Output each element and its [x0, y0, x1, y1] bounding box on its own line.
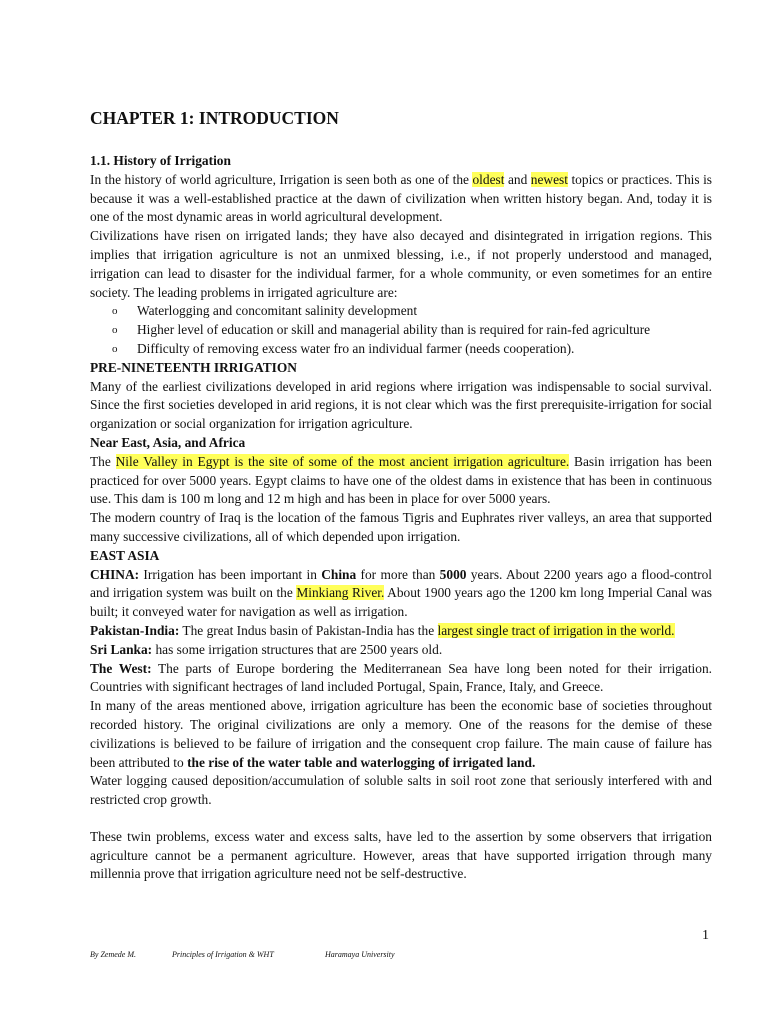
heading-east-asia: EAST ASIA	[90, 547, 160, 563]
text-run: In many of the areas mentioned above, irrigation agriculture has been the economic base of societies throughout recorded history. The original civilizations are only a memory. One of the reasons for the demise of these civilizations is believed to be failure of irrigation and the consequent crop failure. The main cause of failure has been attributed to	[90, 698, 712, 770]
bold-china: China	[321, 566, 357, 582]
list-item-text: Difficulty of removing excess water fro an individual farmer (needs cooperation).	[137, 340, 575, 356]
list-item-text: Higher level of education or skill and managerial ability than is required for rain-fed agriculture	[137, 322, 651, 338]
paragraph-iraq: The modern country of Iraq is the location of the famous Tigris and Euphrates river valleys, an area that supported many successive civilizations, all of which depended upon irrigation.	[90, 510, 712, 544]
highlight-indus: largest single tract of irrigation in the world.	[437, 622, 675, 638]
paragraph-gap	[90, 810, 712, 828]
paragraph-pakistan-india	[90, 622, 712, 641]
paragraph-civilizations: Civilizations have risen on irrigated lands; they have also decayed and disintegrated in irrigation regions. This implies that irrigation agriculture is not an unmixed blessing, i.e., if not properly understood and managed, irrigation can lead to disaster for the individual farmer, for a whole community, or even sometimes for an entire society. The leading problems in irrigated agriculture are:	[90, 228, 712, 300]
problems-list	[90, 302, 712, 358]
paragraph-arid-regions: Many of the earliest civilizations developed in arid regions where irrigation was indispensable to social survival. Since the first societies developed in arid regions, it is not clear which was the first prerequisite-irrigation for social organization or social organization for irrigation agriculture.	[90, 378, 712, 432]
highlight-nile: Nile Valley in Egypt is the site of some of the most ancient irrigation agriculture.	[115, 453, 570, 469]
chapter-title: CHAPTER 1: INTRODUCTION	[90, 108, 339, 128]
text-run: Basin irrigation has been practiced for over 5000 years. Egypt claims to have one of the oldest dams in existence that has been in continuous use. This dam is 100 m long and 12 m high and has been in place for over 5000 years.	[90, 453, 712, 507]
page-number: 1	[702, 928, 709, 943]
label-pakistan-india: Pakistan-India:	[90, 622, 180, 638]
paragraph-demise	[90, 697, 712, 772]
heading-pre-nineteenth: PRE-NINETEENTH IRRIGATION	[90, 359, 297, 375]
list-item-text: Waterlogging and concomitant salinity development	[137, 303, 418, 319]
text-run: The great Indus basin of Pakistan-India has the	[179, 622, 438, 638]
paragraph-nile	[90, 453, 712, 509]
text-run: and	[504, 171, 531, 187]
label-sri-lanka: Sri Lanka:	[90, 641, 153, 657]
bold-water-table: the rise of the water table and waterlogging of irrigated land.	[187, 754, 536, 770]
text-run: The parts of Europe bordering the Mediterranean Sea have long been noted for their irrigation. Countries with significant hectrages of land included Portugal, Spain, France, Italy, and Greece.	[90, 660, 713, 695]
text-run: Irrigation has been important in	[139, 566, 322, 582]
paragraph-intro	[90, 171, 712, 227]
list-item	[112, 302, 712, 321]
label-the-west: The West:	[90, 660, 152, 676]
text-run: for more than	[356, 566, 440, 582]
text-run: topics or practices. This is because it was a well-established practice at the dawn of civilization when written history began. And, today it is one of the most dynamic areas in world agricultural development.	[90, 171, 712, 225]
footer-course: Principles of Irrigation & WHT	[172, 950, 274, 959]
section-heading: 1.1. History of Irrigation	[90, 153, 231, 168]
footer-author: By Zemede M.	[90, 950, 136, 959]
footer-university: Haramaya University	[325, 950, 395, 959]
bullet-marker: o	[112, 305, 118, 318]
paragraph-twin-problems: These twin problems, excess water and excess salts, have led to the assertion by some observers that irrigation agriculture cannot be a permanent agriculture. However, areas that have supported irrigation through many millennia prove that irrigation agriculture need not be self-destructive.	[90, 828, 712, 882]
text-run: In the history of world agriculture, Irrigation is seen both as one of the	[90, 171, 473, 187]
text-run: years. About 2200 years ago a flood-control and irrigation system was built on the	[90, 566, 712, 601]
highlight-minkiang: Minkiang River.	[296, 585, 385, 601]
document-body	[90, 152, 712, 884]
text-run: The	[90, 453, 116, 469]
highlight-oldest: oldest	[472, 171, 505, 187]
list-item	[112, 321, 712, 340]
text-run: has some irrigation structures that are 2500 years old.	[152, 641, 443, 657]
paragraph-west	[90, 660, 712, 698]
bullet-marker: o	[112, 324, 118, 337]
paragraph-water-logging: Water logging caused deposition/accumulation of soluble salts in soil root zone that seriously interfered with and restricted crop growth.	[90, 773, 712, 808]
label-china: CHINA:	[90, 566, 140, 582]
highlight-newest: newest	[530, 171, 568, 187]
paragraph-china	[90, 566, 712, 622]
bold-5000: 5000	[439, 566, 467, 582]
heading-near-east: Near East, Asia, and Africa	[90, 434, 246, 450]
bullet-marker: o	[112, 342, 118, 355]
paragraph-sri-lanka	[90, 641, 712, 660]
text-run: About 1900 years ago the 1200 km long Imperial Canal was built; it conveyed water for navigation as well as irrigation.	[90, 585, 712, 620]
list-item	[112, 340, 712, 359]
